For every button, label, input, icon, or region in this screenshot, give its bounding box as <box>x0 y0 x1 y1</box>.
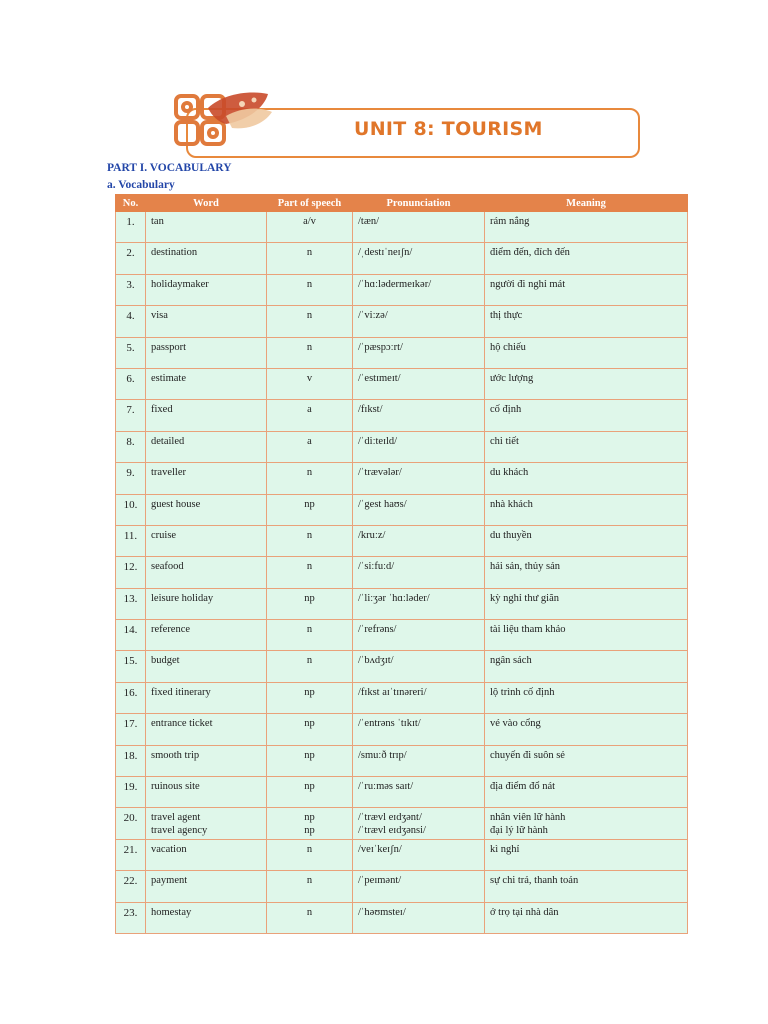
part-of-speech-text: np <box>304 686 315 698</box>
part-of-speech-cell <box>267 400 353 431</box>
word-cell <box>146 431 267 462</box>
word-cell <box>146 337 267 368</box>
table-row <box>116 400 688 431</box>
pronunciation-cell <box>353 620 485 651</box>
meaning-cell <box>485 274 688 305</box>
pronunciation-cell <box>353 463 485 494</box>
word-text: leisure holiday <box>151 592 214 604</box>
pronunciation-cell <box>353 745 485 776</box>
part-of-speech-cell <box>267 557 353 588</box>
word-text: ruinous site <box>151 781 200 793</box>
word-text: passport <box>151 341 186 353</box>
word-cell <box>146 463 267 494</box>
part-of-speech-text: n <box>306 278 313 290</box>
part-of-speech-cell <box>267 808 353 839</box>
table-row <box>116 525 688 556</box>
word-text: guest house <box>151 498 201 510</box>
pronunciation-cell <box>353 243 485 274</box>
word-text: travel agent <box>151 812 201 824</box>
table-row <box>116 714 688 745</box>
meaning-cell <box>485 368 688 399</box>
vocabulary-table <box>115 194 688 934</box>
word-cell <box>146 620 267 651</box>
pronunciation-cell <box>353 839 485 870</box>
meaning-text: ngân sách <box>490 655 532 667</box>
part-of-speech-text: n <box>306 906 313 918</box>
part-of-speech-text: n <box>306 875 313 887</box>
pronunciation-text: /ˈhɑːlədermeɪkər/ <box>358 278 432 290</box>
meaning-cell <box>485 337 688 368</box>
pronunciation-text: /ˈsiːfuːd/ <box>358 561 395 573</box>
pronunciation-cell <box>353 871 485 902</box>
meaning-cell <box>485 777 688 808</box>
pronunciation-text: /ˈpeɪmənt/ <box>358 875 402 887</box>
part-of-speech-cell <box>267 620 353 651</box>
row-number: 22. <box>116 871 146 902</box>
pronunciation-text: /kruːz/ <box>358 529 386 541</box>
meaning-text: người đi nghỉ mát <box>490 278 566 290</box>
pronunciation-cell <box>353 431 485 462</box>
meaning-text: ở trọ tại nhà dân <box>490 906 559 918</box>
table-row <box>116 620 688 651</box>
part-of-speech-cell <box>267 494 353 525</box>
pronunciation-text: /ˌdestɪˈneɪʃn/ <box>358 247 413 259</box>
meaning-text: chi tiết <box>490 435 519 447</box>
row-number: 12. <box>116 557 146 588</box>
meaning-cell <box>485 588 688 619</box>
meaning-text: vé vào cổng <box>490 718 541 730</box>
part-of-speech-text: n <box>306 624 313 636</box>
word-text: payment <box>151 875 188 887</box>
word-text: detailed <box>151 435 185 447</box>
table-row <box>116 274 688 305</box>
meaning-text: hộ chiếu <box>490 341 526 353</box>
part-of-speech-text: n <box>306 561 313 573</box>
part-of-speech-text: n <box>306 467 313 479</box>
word-text: vacation <box>151 843 187 855</box>
row-number: 14. <box>116 620 146 651</box>
meaning-cell <box>485 714 688 745</box>
word-text: reference <box>151 624 191 636</box>
pronunciation-cell <box>353 682 485 713</box>
word-cell <box>146 714 267 745</box>
pronunciation-cell <box>353 306 485 337</box>
row-number: 6. <box>116 368 146 399</box>
pronunciation-text: /ˈgest haʊs/ <box>358 498 407 510</box>
word-cell <box>146 274 267 305</box>
part-of-speech-cell <box>267 588 353 619</box>
word-text: tan <box>151 216 164 227</box>
word-cell <box>146 777 267 808</box>
meaning-text: cố định <box>490 404 522 416</box>
table-row <box>116 871 688 902</box>
pronunciation-text: /ˈtrævl eɪdʒənsi/ <box>358 825 426 837</box>
meaning-cell <box>485 525 688 556</box>
word-cell <box>146 745 267 776</box>
pronunciation-cell <box>353 651 485 682</box>
meaning-cell <box>485 620 688 651</box>
row-number: 19. <box>116 777 146 808</box>
word-cell <box>146 808 267 839</box>
meaning-cell <box>485 808 688 839</box>
table-row <box>116 902 688 933</box>
decorative-knot-icon <box>168 86 280 158</box>
word-text: seafood <box>151 561 184 573</box>
pronunciation-text: /ˈbʌdʒɪt/ <box>358 655 394 667</box>
part-of-speech-text: np <box>304 781 315 793</box>
row-number: 21. <box>116 839 146 870</box>
header-part-of-speech: Part of speech <box>267 195 353 212</box>
row-number: 10. <box>116 494 146 525</box>
word-text: holidaymaker <box>151 278 209 290</box>
pronunciation-text: /ˈviːzə/ <box>358 310 388 322</box>
header-meaning: Meaning <box>485 195 688 212</box>
pronunciation-cell <box>353 902 485 933</box>
meaning-cell <box>485 651 688 682</box>
table-row <box>116 808 688 839</box>
word-text: budget <box>151 655 180 667</box>
pronunciation-cell <box>353 808 485 839</box>
word-cell <box>146 525 267 556</box>
part-of-speech-text: n <box>306 529 313 541</box>
row-number: 16. <box>116 682 146 713</box>
meaning-cell <box>485 902 688 933</box>
meaning-text: du thuyền <box>490 529 532 541</box>
meaning-cell <box>485 306 688 337</box>
word-text: homestay <box>151 906 192 918</box>
table-row <box>116 306 688 337</box>
word-cell <box>146 212 267 243</box>
part-of-speech-text: v <box>306 372 313 384</box>
meaning-text: nhà khách <box>490 498 533 510</box>
pronunciation-text: /fɪkst/ <box>358 404 383 416</box>
meaning-cell <box>485 745 688 776</box>
part-of-speech-cell <box>267 306 353 337</box>
pronunciation-cell <box>353 400 485 431</box>
part-of-speech-cell <box>267 871 353 902</box>
part-of-speech-cell <box>267 243 353 274</box>
table-row <box>116 651 688 682</box>
pronunciation-cell <box>353 274 485 305</box>
part-of-speech-cell <box>267 902 353 933</box>
pronunciation-text: /ˈtrævələr/ <box>358 467 402 479</box>
word-cell <box>146 651 267 682</box>
pronunciation-text: /ˈliːʒər ˈhɑːləder/ <box>358 592 430 604</box>
meaning-text: kì nghỉ <box>490 843 520 855</box>
meaning-text: tài liệu tham khảo <box>490 624 566 636</box>
part-of-speech-cell <box>267 839 353 870</box>
word-cell <box>146 400 267 431</box>
word-cell <box>146 306 267 337</box>
meaning-text: lộ trình cố định <box>490 686 555 698</box>
row-number: 18. <box>116 745 146 776</box>
row-number: 9. <box>116 463 146 494</box>
pronunciation-text: /tæn/ <box>358 216 380 227</box>
part-of-speech-cell <box>267 777 353 808</box>
row-number: 1. <box>116 212 146 243</box>
part-of-speech-text: n <box>306 247 313 259</box>
part-of-speech-cell <box>267 212 353 243</box>
word-cell <box>146 902 267 933</box>
part-of-speech-cell <box>267 651 353 682</box>
pronunciation-text: /ˈruːməs saɪt/ <box>358 781 414 793</box>
row-number: 8. <box>116 431 146 462</box>
unit-banner <box>168 86 640 158</box>
pronunciation-text: /ˈestɪmeɪt/ <box>358 372 401 384</box>
row-number: 3. <box>116 274 146 305</box>
part-of-speech-cell <box>267 463 353 494</box>
part-of-speech-text: a/v <box>303 216 316 227</box>
meaning-text: kỳ nghỉ thư giãn <box>490 592 559 604</box>
word-cell <box>146 494 267 525</box>
word-cell <box>146 243 267 274</box>
pronunciation-cell <box>353 557 485 588</box>
meaning-text: thị thực <box>490 310 523 322</box>
word-text: estimate <box>151 372 186 384</box>
pronunciation-text: /ˈhəʊmsteɪ/ <box>358 906 406 918</box>
word-text: travel agency <box>151 825 208 837</box>
section-subtitle: a. Vocabulary <box>107 179 175 191</box>
meaning-cell <box>485 871 688 902</box>
part-of-speech-text: np <box>304 825 315 837</box>
header-pronunciation: Pronunciation <box>353 195 485 212</box>
meaning-text: sự chi trả, thanh toán <box>490 875 579 887</box>
part-of-speech-cell <box>267 337 353 368</box>
pronunciation-text: /ˈpæspɔːrt/ <box>358 341 403 353</box>
part-of-speech-cell <box>267 682 353 713</box>
word-text: visa <box>151 310 168 322</box>
pronunciation-text: /veɪˈkeɪʃn/ <box>358 843 402 855</box>
part-title: PART I. VOCABULARY <box>107 162 232 174</box>
table-row <box>116 463 688 494</box>
meaning-text: điểm đến, đích đến <box>490 247 570 259</box>
pronunciation-cell <box>353 525 485 556</box>
part-of-speech-cell <box>267 525 353 556</box>
part-of-speech-text: n <box>306 843 313 855</box>
table-row <box>116 337 688 368</box>
meaning-text: hải sản, thủy sản <box>490 561 560 573</box>
part-of-speech-cell <box>267 431 353 462</box>
part-of-speech-text: a <box>307 435 312 447</box>
part-of-speech-cell <box>267 368 353 399</box>
meaning-text: rám nắng <box>490 216 530 227</box>
table-row <box>116 682 688 713</box>
pronunciation-cell <box>353 337 485 368</box>
pronunciation-cell <box>353 714 485 745</box>
word-text: smooth trip <box>151 749 200 761</box>
part-of-speech-text: a <box>307 404 312 416</box>
pronunciation-cell <box>353 777 485 808</box>
meaning-cell <box>485 557 688 588</box>
header-no: No. <box>116 195 146 212</box>
part-of-speech-cell <box>267 745 353 776</box>
word-text: entrance ticket <box>151 718 213 730</box>
pronunciation-text: /ˈrefrəns/ <box>358 624 397 636</box>
table-row <box>116 494 688 525</box>
meaning-cell <box>485 682 688 713</box>
table-row <box>116 839 688 870</box>
meaning-text: ước lượng <box>490 372 534 384</box>
table-row <box>116 368 688 399</box>
pronunciation-cell <box>353 494 485 525</box>
part-of-speech-text: np <box>304 812 315 824</box>
pronunciation-text: /fɪkst aɪˈtɪnəreri/ <box>358 686 427 698</box>
row-number: 17. <box>116 714 146 745</box>
pronunciation-text: /smuːð trɪp/ <box>358 749 407 761</box>
word-text: destination <box>151 247 198 259</box>
row-number: 13. <box>116 588 146 619</box>
word-text: traveller <box>151 467 186 479</box>
part-of-speech-text: n <box>306 341 313 353</box>
meaning-cell <box>485 243 688 274</box>
table-row <box>116 243 688 274</box>
header-word: Word <box>146 195 267 212</box>
part-of-speech-text: np <box>304 718 315 730</box>
table-row <box>116 557 688 588</box>
word-cell <box>146 368 267 399</box>
word-cell <box>146 839 267 870</box>
table-row <box>116 212 688 243</box>
part-of-speech-text: n <box>306 655 313 667</box>
part-of-speech-cell <box>267 714 353 745</box>
meaning-text: du khách <box>490 467 529 479</box>
word-text: cruise <box>151 529 177 541</box>
row-number: 23. <box>116 902 146 933</box>
meaning-cell <box>485 400 688 431</box>
meaning-cell <box>485 212 688 243</box>
meaning-cell <box>485 839 688 870</box>
row-number: 15. <box>116 651 146 682</box>
word-cell <box>146 871 267 902</box>
meaning-cell <box>485 494 688 525</box>
row-number: 7. <box>116 400 146 431</box>
meaning-cell <box>485 463 688 494</box>
word-cell <box>146 588 267 619</box>
table-row <box>116 588 688 619</box>
table-body <box>116 212 688 934</box>
word-text: fixed <box>151 404 173 416</box>
pronunciation-text: /ˈdiːteɪld/ <box>358 435 398 447</box>
row-number: 5. <box>116 337 146 368</box>
part-of-speech-cell <box>267 274 353 305</box>
pronunciation-text: /ˈtrævl eɪdʒənt/ <box>358 812 422 824</box>
meaning-cell <box>485 431 688 462</box>
table-row <box>116 431 688 462</box>
meaning-text: địa điểm đổ nát <box>490 781 556 793</box>
table-row <box>116 745 688 776</box>
part-of-speech-text: np <box>304 749 315 761</box>
part-of-speech-text: np <box>304 498 315 510</box>
row-number: 11. <box>116 525 146 556</box>
part-of-speech-text: n <box>306 310 313 322</box>
row-number: 4. <box>116 306 146 337</box>
pronunciation-text: /ˈentrəns ˈtɪkɪt/ <box>358 718 421 730</box>
row-number: 20. <box>116 808 146 839</box>
word-cell <box>146 557 267 588</box>
table-row <box>116 777 688 808</box>
pronunciation-cell <box>353 212 485 243</box>
meaning-text: đại lý lữ hành <box>490 825 548 837</box>
pronunciation-cell <box>353 368 485 399</box>
unit-title: UNIT 8: TOURISM <box>354 118 543 140</box>
pronunciation-cell <box>353 588 485 619</box>
meaning-text: chuyến đi suôn sẻ <box>490 749 565 761</box>
word-text: fixed itinerary <box>151 686 211 698</box>
part-of-speech-text: np <box>304 592 315 604</box>
row-number: 2. <box>116 243 146 274</box>
word-cell <box>146 682 267 713</box>
meaning-text: nhân viên lữ hành <box>490 812 566 824</box>
table-header-row <box>116 195 688 212</box>
